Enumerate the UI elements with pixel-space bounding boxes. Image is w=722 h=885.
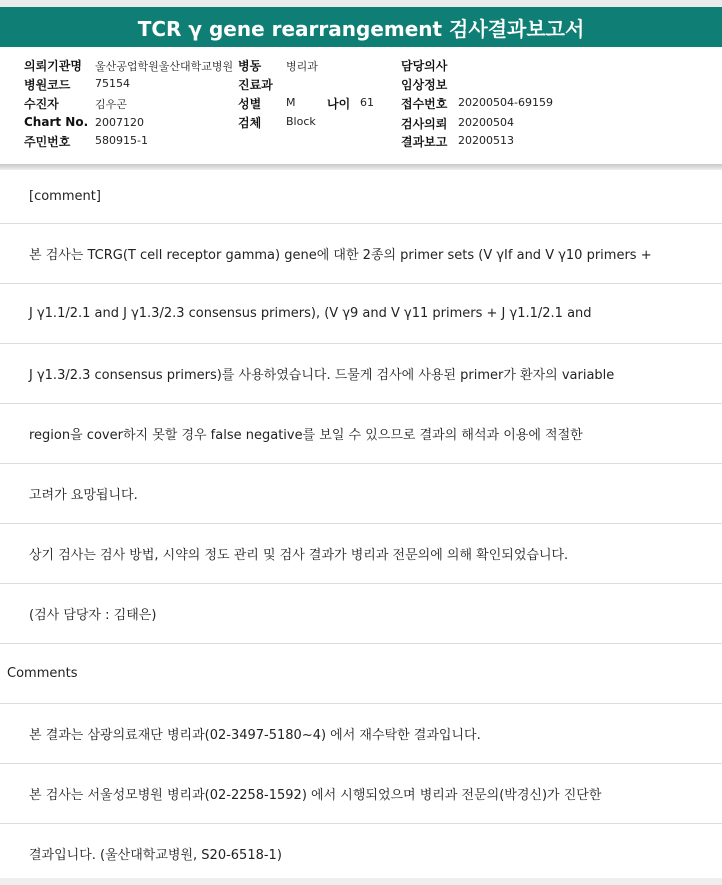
- clinical-info-label: 임상정보: [401, 78, 448, 92]
- text-row: [0, 344, 722, 404]
- row-text: J γ1.3/2.3 consensus primers)를 사용하였습니다. 드물게 검사에 사용된 primer가 환자의 variable: [29, 368, 615, 383]
- report-date-value: 20200513: [458, 134, 514, 147]
- report-date-label: 결과보고: [401, 135, 448, 149]
- specimen-label: 검체: [238, 116, 262, 130]
- age-label: 나이: [327, 97, 351, 111]
- row-text: 상기 검사는 검사 방법, 시약의 정도 관리 및 검사 결과가 병리과 전문의에 의해 확인되었습니다.: [29, 548, 569, 563]
- result-text-rows: [0, 170, 722, 883]
- text-row: [0, 464, 722, 524]
- report-title: TCR γ gene rearrangement 검사결과보고서: [0, 7, 722, 47]
- text-row: [0, 764, 722, 824]
- collector-label: 수진자: [24, 97, 59, 111]
- chart-no-label: Chart No.: [24, 115, 89, 129]
- patient-info-panel: [0, 50, 722, 164]
- hospital-code-value: 75154: [95, 77, 130, 90]
- sex-label: 성별: [238, 97, 262, 111]
- ward-label: 병동: [238, 59, 262, 73]
- age-value: 61: [360, 96, 374, 109]
- comments-heading-row: [0, 644, 722, 704]
- text-row: [0, 404, 722, 464]
- text-row: [0, 704, 722, 764]
- text-row: [0, 284, 722, 344]
- hospital-code-label: 병원코드: [24, 78, 71, 92]
- text-row: [0, 824, 722, 883]
- specimen-value: Block: [286, 115, 316, 128]
- row-text: 본 결과는 삼광의료재단 병리과(02-3497-5180~4) 에서 재수탁한 결과입니다.: [29, 728, 481, 743]
- text-row: [0, 524, 722, 584]
- ward-value: 병리과: [286, 60, 318, 73]
- text-row: [0, 584, 722, 644]
- row-text: 결과입니다. (울산대학교병원, S20-6518-1): [29, 848, 282, 863]
- receipt-no-label: 접수번호: [401, 97, 448, 111]
- row-text: 본 검사는 TCRG(T cell receptor gamma) gene에 대한 2종의 primer sets (V γIf and V γ10 primers +: [29, 248, 652, 263]
- request-date-value: 20200504: [458, 116, 514, 129]
- top-strip: [0, 0, 722, 7]
- chart-no-value: 2007120: [95, 116, 144, 129]
- comments-heading: Comments: [7, 666, 78, 681]
- institution-label: 의뢰기관명: [24, 59, 82, 73]
- department-label: 진료과: [238, 78, 273, 92]
- row-text: J γ1.1/2.1 and J γ1.3/2.3 consensus primers), (V γ9 and V γ11 primers + J γ1.1/2.1 and: [29, 306, 592, 321]
- row-text: [comment]: [29, 189, 101, 204]
- doctor-label: 담당의사: [401, 59, 448, 73]
- collector-value: 김우곤: [95, 98, 127, 111]
- institution-value: 울산공업학원울산대학교병원: [95, 60, 234, 73]
- receipt-no-value: 20200504-69159: [458, 96, 553, 109]
- row-text: (검사 담당자 : 김태은): [29, 608, 157, 623]
- row-text: 본 검사는 서울성모병원 병리과(02-2258-1592) 에서 시행되었으며 병리과 전문의(박경신)가 진단한: [29, 788, 602, 803]
- request-date-label: 검사의뢰: [401, 117, 448, 131]
- resident-no-value: 580915-1: [95, 134, 148, 147]
- bottom-strip: [0, 878, 722, 885]
- row-text: 고려가 요망됩니다.: [29, 488, 138, 503]
- resident-no-label: 주민번호: [24, 135, 71, 149]
- text-row: [0, 224, 722, 284]
- text-row: [0, 170, 722, 224]
- row-text: region을 cover하지 못할 경우 false negative를 보일 수 있으므로 결과의 해석과 이용에 적절한: [29, 428, 583, 443]
- sex-value: M: [286, 96, 296, 109]
